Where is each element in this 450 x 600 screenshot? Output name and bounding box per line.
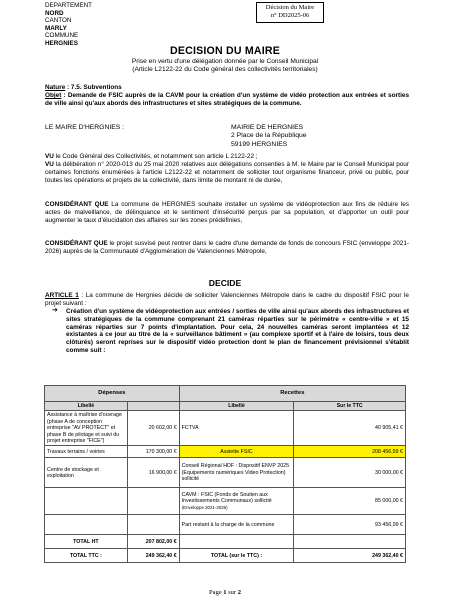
depense-label: Centre de stockage et exploitation: [45, 458, 128, 488]
depense-amount: 20 602,00 €: [127, 411, 179, 446]
total-ttc-amount: 249 362,40 €: [127, 549, 179, 563]
recettes-header: Recettes: [179, 386, 405, 402]
libelle-header: Libellé: [179, 402, 294, 411]
table-row: [45, 488, 406, 515]
recette-amount: 85 000,00 €: [294, 488, 406, 515]
page-mid: sur: [226, 589, 238, 596]
depense-label: Travaux terrains / voiries: [45, 446, 128, 458]
vu-label: VU: [45, 161, 54, 168]
page-total: 2: [237, 589, 241, 596]
recette-label: FCTVA: [179, 411, 294, 446]
depense-amount: 170 300,00 €: [127, 446, 179, 458]
dept-line: HERGNIES: [45, 39, 78, 47]
article-1-paragraph: [45, 292, 409, 308]
reference-number: n° DD2025-06: [270, 12, 310, 20]
objet-paragraph: [45, 92, 409, 108]
depense-label: [45, 488, 128, 515]
recette-amount-highlighted: 208 456,99 €: [294, 446, 406, 458]
reference-title: Décision du Maire: [265, 4, 315, 11]
recette-amount: 40 905,41 €: [294, 411, 406, 446]
department-block: [45, 2, 155, 48]
subtitle: Prise en vertu d'une délégation donnée par le Conseil Municipal: [131, 58, 319, 65]
decision-reference-box: [256, 2, 324, 23]
recette-label-highlighted: Assiette FSIC: [179, 446, 294, 458]
total-ht-label: TOTAL HT: [45, 535, 128, 549]
mairie-address: [231, 124, 391, 149]
empty-cell: [179, 535, 294, 549]
article-label: ARTICLE 1: [45, 292, 79, 299]
recette-label: Part restant à la charge de la commune: [179, 515, 294, 535]
vu-paragraph-2: [45, 161, 409, 184]
depense-amount: [127, 488, 179, 515]
considerant-paragraph-2: [45, 240, 409, 256]
article-text: : La commune de Hergnies décide de solliciter Valenciennes Métropole dans le cadre du dispositif FSIC pour le projet suivant :: [45, 292, 409, 307]
subtitle-article: (Article L2122-22 du Code général des collectivités territoriales): [132, 66, 318, 73]
page-number: 1: [223, 589, 227, 596]
considerant-label: CONSIDÉRANT QUE: [45, 201, 109, 208]
recette-label-text: CAVM : FSIC (Fonds de Soutien aux Investissements Communaux) sollicité: [181, 491, 272, 505]
total-ttc-label: TOTAL TTC :: [45, 549, 128, 563]
recette-amount: 93 456,99 €: [294, 515, 406, 535]
financing-table: [44, 385, 406, 563]
objet-text: : Demande de FSIC auprès de la CAVM pour la création d'un système de vidéo protection aux entrées et sorties de ville ainsi qu'aux abords des infrastructures et sites stratégiques de la commune.: [45, 92, 409, 107]
table-subheader-row: [45, 402, 406, 411]
dept-line: MARLY: [45, 24, 67, 32]
document-title: DECISION DU MAIRE: [170, 45, 280, 57]
table-row: [45, 446, 406, 458]
total-ht-row: [45, 535, 406, 549]
address-line: 59199 HERGNIES: [231, 140, 288, 148]
depense-amount: 16 900,00 €: [127, 458, 179, 488]
total-recettes-amount: 249 362,40 €: [294, 549, 406, 563]
arrow-icon: ➔: [52, 307, 58, 314]
nature-text: : 7.5. Subventions: [65, 84, 122, 91]
considerant-text: le projet susvisé peut rentrer dans le cadre d'une demande de fonds de concours FSIC (enveloppe 2021-2026) auprès de la Communauté d'Agglomération de Valenciennes Métropole,: [45, 240, 409, 255]
dept-line: DEPARTEMENT: [45, 2, 92, 9]
address-line: 2 Place de la République: [231, 132, 307, 140]
nature-label: Nature: [45, 84, 66, 91]
table-row: [45, 458, 406, 488]
depenses-header: Dépenses: [45, 386, 180, 402]
depense-label: [45, 515, 128, 535]
decide-heading: DECIDE: [208, 278, 242, 288]
dept-line: NORD: [45, 9, 64, 17]
nature-line: [45, 84, 409, 92]
objet-label: Objet: [45, 92, 62, 99]
project-description: Création d'un système de vidéoprotection aux entrées / sorties de ville ainsi qu'aux abords des infrastructures et sites stratégiques de la commune comprenant 21 caméras réparties sur le périmètre « centre-ville » et 15 caméras réparties sur 7 points d'implantation. Pour cela, 24 nouvelles caméras seront implantées et 12 existantes à ce jour au titre de la « surveillance bâtiment » (au complexe sportif et à l'aire de loisirs, tous deux clôturés) seront reprises sur le dispositif vidéo protection dont le plan de financement prévisionnel s'établit comme suit :: [66, 308, 409, 354]
page-footer: [0, 589, 450, 596]
recette-amount: 30 000,00 €: [294, 458, 406, 488]
vu-paragraph-1: [45, 153, 409, 161]
maire-label: LE MAIRE D'HERGNIES :: [45, 124, 125, 131]
envelope-note: (Enveloppe 2021-2026): [181, 504, 228, 510]
dept-line: CANTON: [45, 17, 72, 25]
address-line: MAIRIE DE HERGNIES: [231, 124, 304, 131]
table-header-row: [45, 386, 406, 402]
vu-label: VU: [45, 153, 54, 160]
recette-label: Conseil Régional HDF : Dispositif ENVP 2025 (Equipements numériques Video Protection) sollicité: [179, 458, 294, 488]
total-recettes-label: TOTAL (sur le TTC) :: [179, 549, 294, 563]
vu-text: le Code Général des Collectivités, et notamment son article L 2122-22 ;: [53, 153, 258, 160]
empty-cell: [294, 535, 406, 549]
considerant-label: CONSIDÉRANT QUE: [45, 240, 108, 247]
recette-label: [179, 488, 294, 515]
table-row: [45, 515, 406, 535]
total-ht-amount: 207 802,00 €: [127, 535, 179, 549]
dept-line: COMMUNE: [45, 32, 79, 40]
depense-label: Assistance à maîtrise d'ouvrage (phase A de conception entreprise "AV PROTECT" et phase B de pilotage et suivi du projet entreprise "FICE"): [45, 411, 128, 446]
vu-text: la délibération n° 2020-013 du 25 mai 2020 relatives aux délégations consenties à M. le Maire par le Conseil Municipal pour certaines fonctions énumérées à l'article L2122-22 et notamment de solliciter tout organisme financeur, privé ou public, pour toutes les opérations et projets de la collectivité, dans limite de montant ni de durée,: [45, 161, 409, 184]
table-row: [45, 411, 406, 446]
ttc-header: Sur le TTC: [294, 402, 406, 411]
depense-amount: [127, 515, 179, 535]
empty-header-cell: [127, 402, 179, 411]
total-ttc-row: [45, 549, 406, 563]
libelle-header: Libellé: [45, 402, 128, 411]
page-prefix: Page: [209, 589, 224, 596]
considerant-paragraph-1: [45, 201, 409, 224]
considerant-text: La commune de HERGNIES souhaite installer un système de vidéoprotection aux fins de réduire les actes de malveillance, de délinquance et le sentiment d'insécurité perçus par sa population, et d'apporter un outil pour augmenter le taux d'élucidation des affaires sur les zones prédéfinies,: [45, 201, 409, 224]
